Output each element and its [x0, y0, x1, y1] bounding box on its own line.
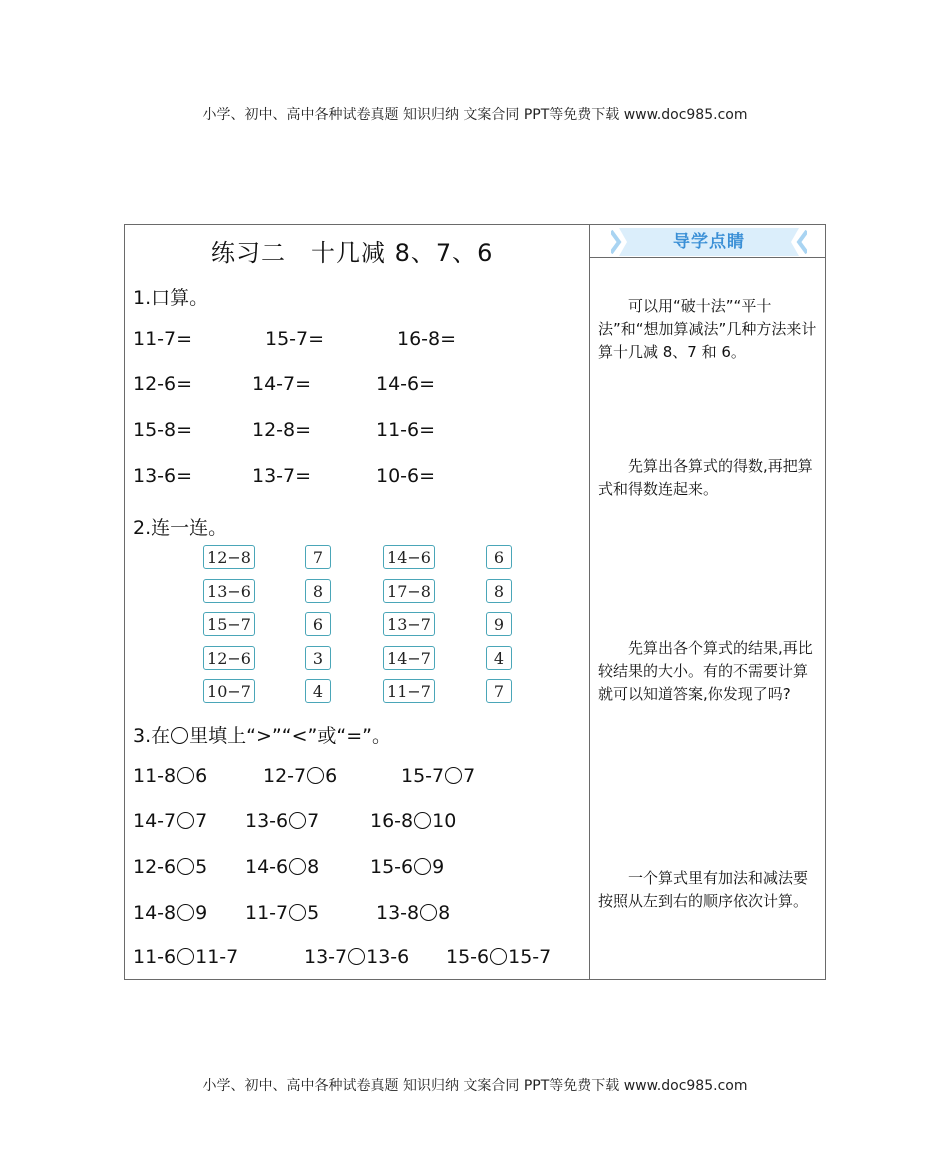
compare-item: 11-8 6: [133, 765, 208, 787]
match-expression-box[interactable]: 14−7: [383, 646, 435, 670]
compare-item: 15-7 7: [401, 765, 476, 787]
compare-blank[interactable]: [348, 948, 365, 965]
circle-blank-icon: [171, 727, 188, 744]
match-answer-box[interactable]: 9: [486, 612, 512, 636]
tip-text: 先算出各算式的得数,再把算式和得数连起来。: [598, 457, 813, 498]
match-expression-box[interactable]: 14−6: [383, 545, 435, 569]
tip-text: 先算出各个算式的结果,再比较结果的大小。有的不需要计算就可以知道答案,你发现了吗?: [598, 639, 813, 703]
compare-blank[interactable]: [289, 812, 306, 829]
tip-text: 一个算式里有加法和减法要按照从左到右的顺序依次计算。: [598, 869, 809, 910]
compare-blank[interactable]: [414, 858, 431, 875]
compare-item: 11-6 11-7: [133, 946, 239, 968]
match-answer-box[interactable]: 7: [486, 679, 512, 703]
oral-calc-item: 15-7=: [265, 328, 325, 350]
section3-label: 3.在 里填上“>”“<”或“=”。: [133, 725, 391, 747]
match-expression-box[interactable]: 11−7: [383, 679, 435, 703]
worksheet-title: 练习二 十几减 8、7、6: [211, 239, 494, 267]
match-expression-box[interactable]: 13−7: [383, 612, 435, 636]
page-header: 小学、初中、高中各种试卷真题 知识归纳 文案合同 PPT等免费下载 www.doc985.com: [202, 107, 748, 123]
match-answer-box[interactable]: 7: [305, 545, 331, 569]
guide-banner: [611, 228, 807, 256]
match-answer-box[interactable]: 3: [305, 646, 331, 670]
match-expression-box[interactable]: 15−7: [203, 612, 255, 636]
match-answer-box[interactable]: 6: [305, 612, 331, 636]
match-expression-box[interactable]: 10−7: [203, 679, 255, 703]
compare-blank[interactable]: [177, 948, 194, 965]
oral-calc-item: 11-6=: [376, 419, 436, 441]
match-answer-box[interactable]: 4: [305, 679, 331, 703]
oral-calc-item: 12-8=: [252, 419, 312, 441]
page-footer: 小学、初中、高中各种试卷真题 知识归纳 文案合同 PPT等免费下载 www.doc985.com: [202, 1078, 748, 1094]
compare-blank[interactable]: [289, 904, 306, 921]
worksheet-table: [124, 224, 826, 980]
match-answer-box[interactable]: 8: [486, 579, 512, 603]
compare-item: 14-7 7: [133, 810, 208, 832]
column-divider: [589, 225, 590, 979]
match-answer-box[interactable]: 8: [305, 579, 331, 603]
compare-item: 13-8 8: [376, 902, 451, 924]
compare-item: 15-6 9: [370, 856, 445, 878]
match-expression-box[interactable]: 12−8: [203, 545, 255, 569]
compare-item: 14-6 8: [245, 856, 320, 878]
compare-item: 13-6 7: [245, 810, 320, 832]
tip-text: 可以用“破十法”“平十法”和“想加算减法”几种方法来计算十几减 8、7 和 6。: [598, 297, 817, 361]
oral-calc-item: 10-6=: [376, 465, 436, 487]
oral-calc-item: 14-6=: [376, 373, 436, 395]
compare-blank[interactable]: [307, 767, 324, 784]
compare-item: 16-8 10: [370, 810, 457, 832]
sidebar-header-rule: [590, 257, 826, 258]
compare-item: 13-7 13-6: [304, 946, 410, 968]
compare-item: 12-7 6: [263, 765, 338, 787]
section1-label: 1.口算。: [133, 287, 209, 309]
compare-blank[interactable]: [420, 904, 437, 921]
oral-calc-item: 12-6=: [133, 373, 193, 395]
match-answer-box[interactable]: 4: [486, 646, 512, 670]
compare-blank[interactable]: [490, 948, 507, 965]
compare-blank[interactable]: [177, 767, 194, 784]
compare-blank[interactable]: [445, 767, 462, 784]
compare-blank[interactable]: [177, 812, 194, 829]
compare-blank[interactable]: [414, 812, 431, 829]
oral-calc-item: 11-7=: [133, 328, 193, 350]
oral-calc-item: 16-8=: [397, 328, 457, 350]
banner-title: 导学点睛: [673, 232, 745, 252]
compare-item: 12-6 5: [133, 856, 208, 878]
compare-item: 11-7 5: [245, 902, 320, 924]
match-expression-box[interactable]: 17−8: [383, 579, 435, 603]
match-answer-box[interactable]: 6: [486, 545, 512, 569]
match-expression-box[interactable]: 13−6: [203, 579, 255, 603]
oral-calc-item: 13-7=: [252, 465, 312, 487]
compare-blank[interactable]: [177, 858, 194, 875]
section2-label: 2.连一连。: [133, 517, 228, 539]
compare-blank[interactable]: [177, 904, 194, 921]
match-expression-box[interactable]: 12−6: [203, 646, 255, 670]
oral-calc-item: 14-7=: [252, 373, 312, 395]
compare-blank[interactable]: [289, 858, 306, 875]
compare-item: 15-6 15-7: [446, 946, 552, 968]
oral-calc-item: 15-8=: [133, 419, 193, 441]
oral-calc-item: 13-6=: [133, 465, 193, 487]
compare-item: 14-8 9: [133, 902, 208, 924]
